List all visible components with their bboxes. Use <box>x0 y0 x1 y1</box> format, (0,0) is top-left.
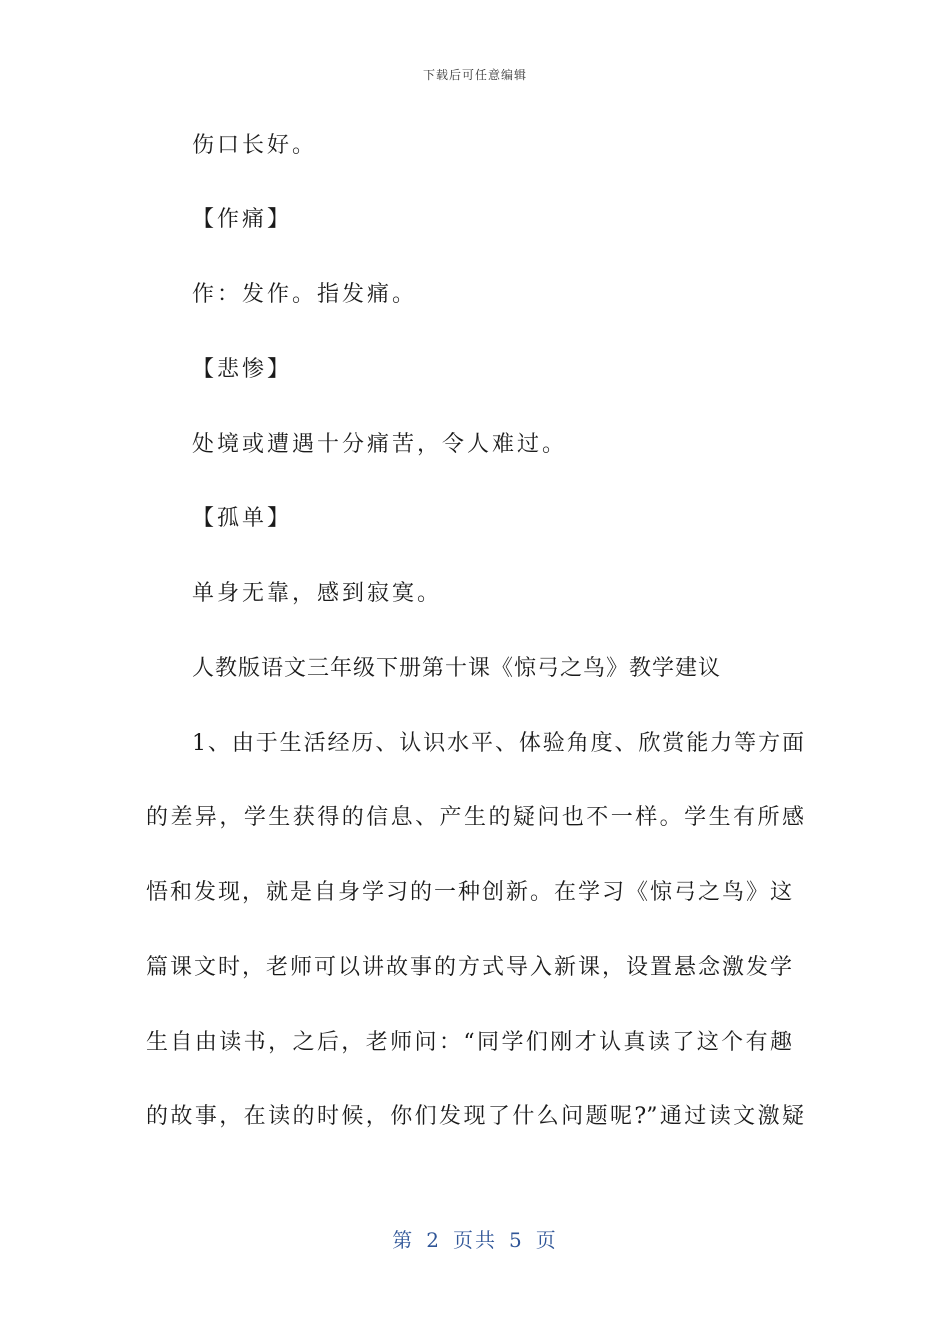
page-header: 下载后可任意编辑 <box>422 68 527 82</box>
footer-suffix: 页 <box>535 1228 558 1252</box>
text-line-3: 作：发作。指发痛。 <box>192 282 418 307</box>
footer-middle: 页共 <box>453 1228 497 1252</box>
text-line-4: 【悲惨】 <box>192 357 293 382</box>
text-line-13: 生自由读书，之后，老师问：“同学们刚才认真读了这个有趣 <box>146 1030 792 1055</box>
text-line-14: 的故事，在读的时候，你们发现了什么问题呢?”通过读文激疑 <box>146 1104 804 1129</box>
text-line-5: 处境或遭遇十分痛苦，令人难过。 <box>192 432 568 457</box>
footer-prefix: 第 <box>392 1228 415 1252</box>
page-footer <box>0 1224 950 1253</box>
text-line-1: 伤口长好。 <box>192 133 318 158</box>
text-line-11: 悟和发现，就是自身学习的一种创新。在学习《惊弓之鸟》这 <box>146 880 792 905</box>
text-line-10: 的差异，学生获得的信息、产生的疑问也不一样。学生有所感 <box>146 805 804 830</box>
text-line-9: 1、由于生活经历、认识水平、体验角度、欣赏能力等方面 <box>192 731 804 756</box>
text-line-6: 【孤单】 <box>192 506 293 531</box>
text-line-7: 单身无靠，感到寂寞。 <box>192 581 443 606</box>
footer-total-pages: 5 <box>509 1228 524 1252</box>
text-line-12: 篇课文时，老师可以讲故事的方式导入新课，设置悬念激发学 <box>146 955 792 980</box>
text-line-2: 【作痛】 <box>192 207 293 232</box>
footer-page-number: 2 <box>426 1228 441 1252</box>
text-line-8: 人教版语文三年级下册第十课《惊弓之鸟》教学建议 <box>192 656 722 681</box>
